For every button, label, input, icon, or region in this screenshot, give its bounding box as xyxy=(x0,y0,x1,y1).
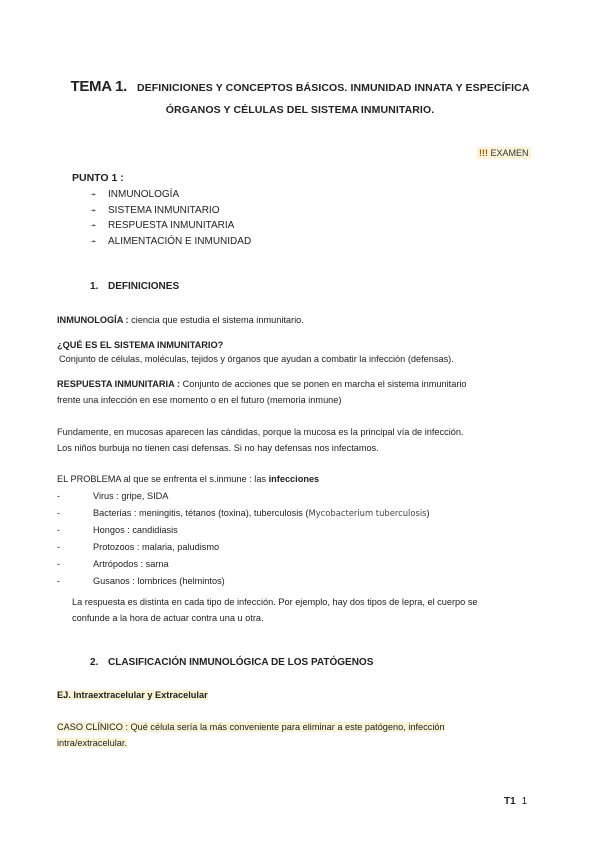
section-number: 1. xyxy=(90,281,99,292)
lepra-paragraph: La respuesta es distinta en cada tipo de infección. Por ejemplo, hay dos tipos de lepra, el cuerpo se confunde a la hora de actuar contra una u otra. xyxy=(72,597,478,623)
section-title: CLASIFICACIÓN INMUNOLÓGICA DE LOS PATÓGENOS xyxy=(108,657,374,668)
examen-label: EXAMEN xyxy=(490,148,529,158)
arrow-icon: ➛ xyxy=(90,190,97,199)
section-title: DEFINICIONES xyxy=(108,281,180,292)
list-item: - Artrópodos : sarna xyxy=(57,559,169,569)
list-item: - Virus : gripe, SIDA xyxy=(57,491,169,501)
list-item: - Protozoos : malaria, paludismo xyxy=(57,542,220,552)
exclamation-icon: !!! xyxy=(479,148,488,158)
tema-label: TEMA 1. xyxy=(70,78,127,95)
list-item: - Gusanos : lombrices (helmintos) xyxy=(57,576,225,586)
section-1-heading xyxy=(90,281,179,292)
title-line-2: ÓRGANOS Y CÉLULAS DEL SISTEMA INMUNITARIO. xyxy=(165,104,435,116)
list-item: ➛ ALIMENTACIÓN E INMUNIDAD xyxy=(90,234,251,250)
page-number: 1 xyxy=(521,796,528,807)
list-item: ➛ SISTEMA INMUNITARIO xyxy=(90,203,251,219)
page-footer xyxy=(504,796,527,807)
problema-lead: EL PROBLEMA al que se enfrenta el s.inmune : las infecciones xyxy=(57,474,320,484)
inmunologia-definition: INMUNOLOGÍA : ciencia que estudia el sistema inmunitario. xyxy=(57,315,304,325)
arrow-icon: ➛ xyxy=(90,221,97,230)
caso-clinico: CASO CLÍNICO : Qué célula sería la más conveniente para eliminar a este patógeno, infección intra/extracelular. xyxy=(57,722,445,748)
section-2-heading xyxy=(90,657,373,668)
que-es-question: ¿QUÉ ES EL SISTEMA INMUNITARIO? xyxy=(57,340,224,350)
ej-line: EJ. Intraextracelular y Extracelular xyxy=(57,690,208,700)
scientific-name: Mycobacterium tuberculosis xyxy=(308,508,427,518)
list-item: ➛ RESPUESTA INMUNITARIA xyxy=(90,218,251,234)
title-text-1: DEFINICIONES Y CONCEPTOS BÁSICOS. INMUNIDAD INNATA Y ESPECÍFICA xyxy=(137,82,530,94)
arrow-icon: ➛ xyxy=(90,205,97,215)
punto-list xyxy=(90,187,251,249)
respuesta-definition: RESPUESTA INMUNITARIA : Conjunto de acciones que se ponen en marcha el sistema inmunitario frente una infección en ese momento o en el futuro (memoria inmune) xyxy=(57,379,467,405)
examen-tag xyxy=(477,147,531,159)
section-number: 2. xyxy=(90,657,99,668)
list-item: ➛ INMUNOLOGÍA xyxy=(90,187,251,203)
punto-title: PUNTO 1 : xyxy=(72,172,124,184)
mucosas-paragraph: Fundamente, en mucosas aparecen las cándidas, porque la mucosa es la principal vía de infección. Los niños burbuja no tienen casi defensas. Si no hay defensas nos infectamos. xyxy=(57,427,464,453)
list-item: - Bacterias : meningitis, tétanos (toxina), tuberculosis (Mycobacterium tuberculosis) xyxy=(57,508,430,518)
que-es-answer: Conjunto de células, moléculas, tejidos y órganos que ayudan a combatir la infección (defensas). xyxy=(59,354,454,364)
list-item: - Hongos : candidiasis xyxy=(57,525,178,535)
infecciones-list xyxy=(57,488,430,590)
title-line-1 xyxy=(0,78,600,95)
footer-label: T1 xyxy=(504,796,516,807)
arrow-icon: ➛ xyxy=(90,236,97,246)
